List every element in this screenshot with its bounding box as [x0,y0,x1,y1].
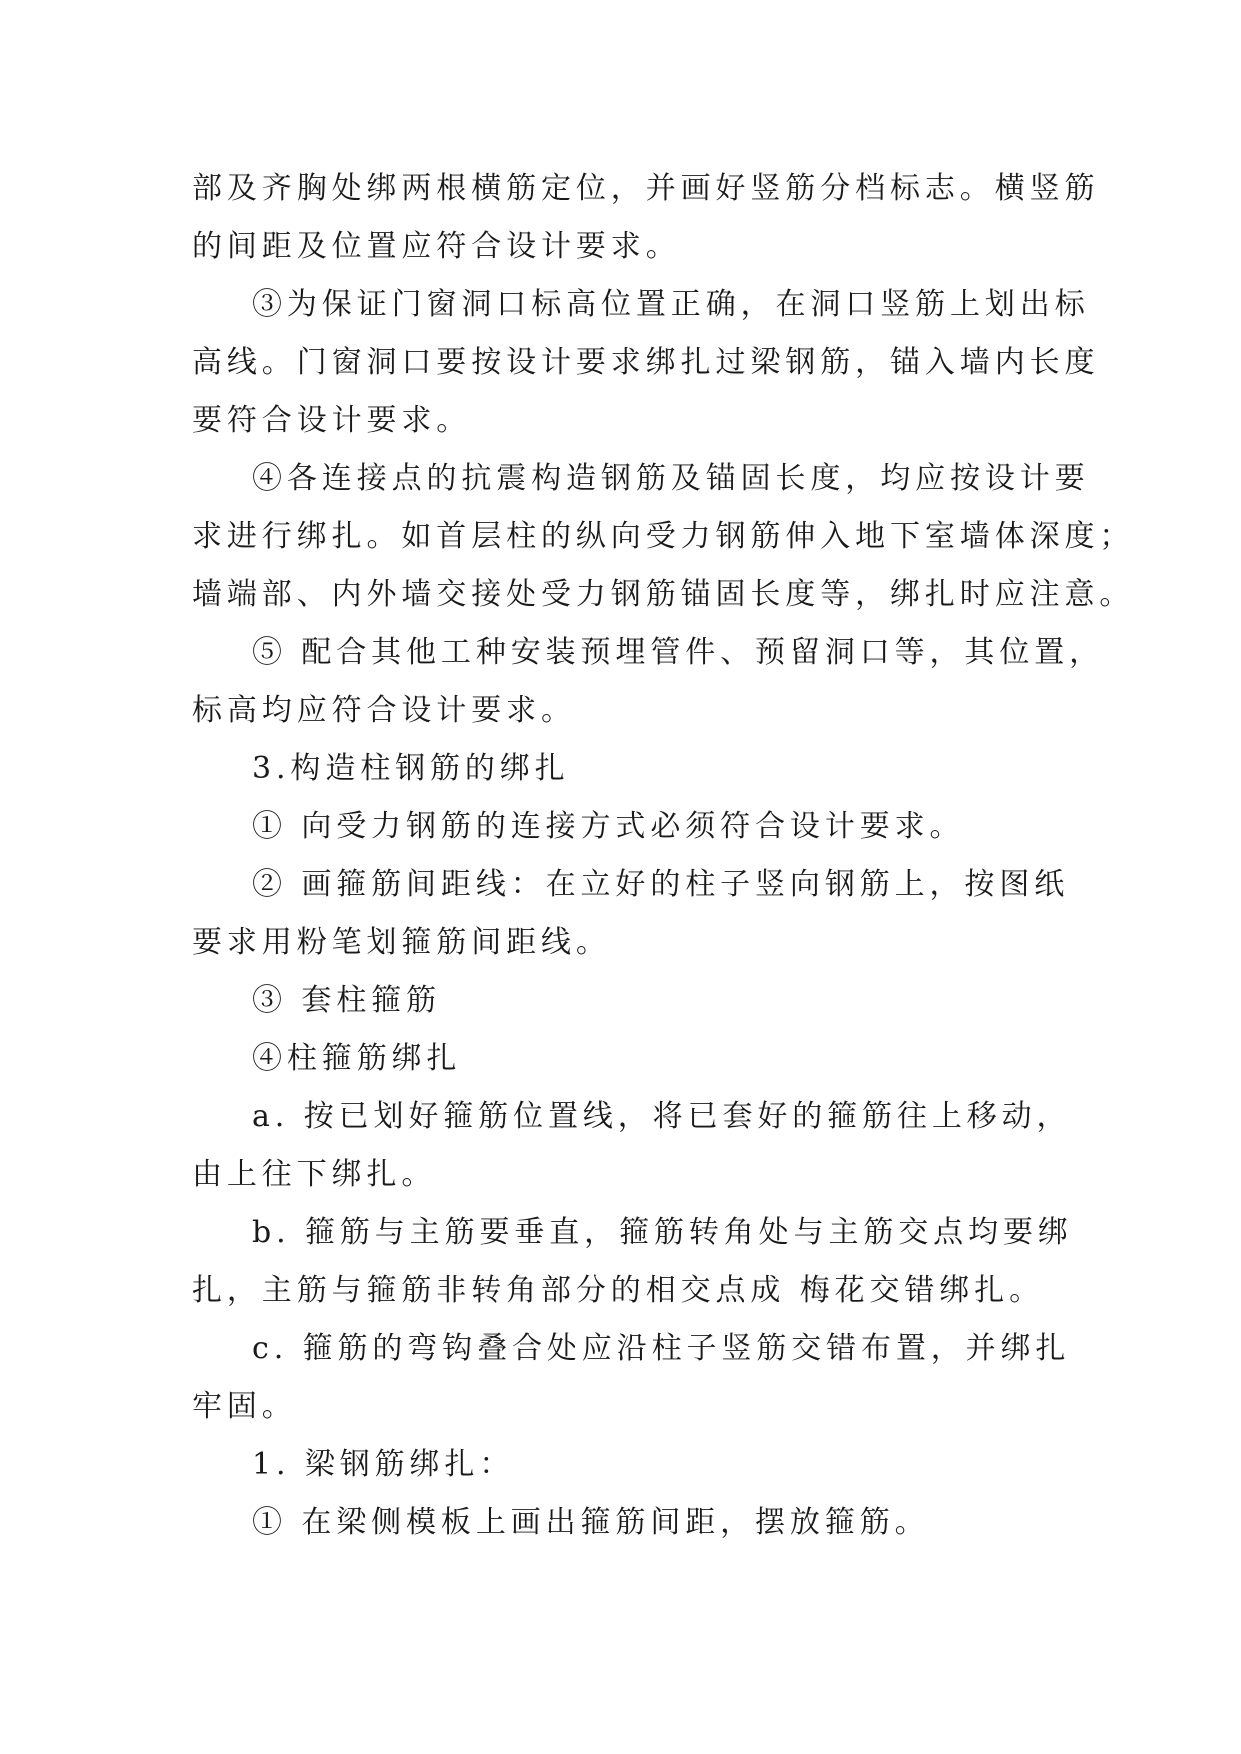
text-line: a. 按已划好箍筋位置线，将已套好的箍筋往上移动， [252,1099,1072,1134]
text-line: 高线。门窗洞口要按设计要求绑扎过梁钢筋，锚入墙内长度 [192,345,1100,380]
text-line: ① 向受力钢筋的连接方式必须符合设计要求。 [252,809,965,844]
document-body [192,160,1135,1552]
text-line: b. 箍筋与主筋要垂直，箍筋转角处与主筋交点均要绑 [252,1215,1073,1250]
section-heading: 1. 梁钢筋绑扎： [252,1447,515,1482]
text-line: 要求用粉笔划箍筋间距线。 [192,925,611,960]
text-line: c. 箍筋的弯钩叠合处应沿柱子竖筋交错布置，并绑扎 [252,1331,1071,1366]
text-line: 扎，主筋与箍筋非转角部分的相交点成 梅花交错绑扎。 [192,1273,1045,1308]
section-heading: 3.构造柱钢筋的绑扎 [252,751,570,786]
text-line: ② 画箍筋间距线：在立好的柱子竖向钢筋上，按图纸 [252,867,1070,902]
text-line: ④柱箍筋绑扎 [252,1041,462,1076]
text-line: ⑤ 配合其他工种安装预埋管件、预留洞口等，其位置， [252,635,1105,670]
text-line: ④各连接点的抗震构造钢筋及锚固长度，均应按设计要 [252,461,1090,496]
text-line: 的间距及位置应符合设计要求。 [192,229,681,264]
text-line: 标高均应符合设计要求。 [192,693,576,728]
text-line: 要符合设计要求。 [192,403,472,438]
text-line: ③ 套柱箍筋 [252,983,441,1018]
text-line: ③为保证门窗洞口标高位置正确，在洞口竖筋上划出标 [252,287,1090,322]
text-line: 由上往下绑扎。 [192,1157,437,1192]
text-line: 求进行绑扎。如首层柱的纵向受力钢筋伸入地下室墙体深度； [192,519,1135,554]
text-line: 牢固。 [192,1389,297,1424]
text-line: ① 在梁侧模板上画出箍筋间距，摆放箍筋。 [252,1505,930,1540]
text-line: 部及齐胸处绑两根横筋定位，并画好竖筋分档标志。横竖筋 [192,171,1100,206]
text-line: 墙端部、内外墙交接处受力钢筋锚固长度等，绑扎时应注意。 [192,577,1135,612]
